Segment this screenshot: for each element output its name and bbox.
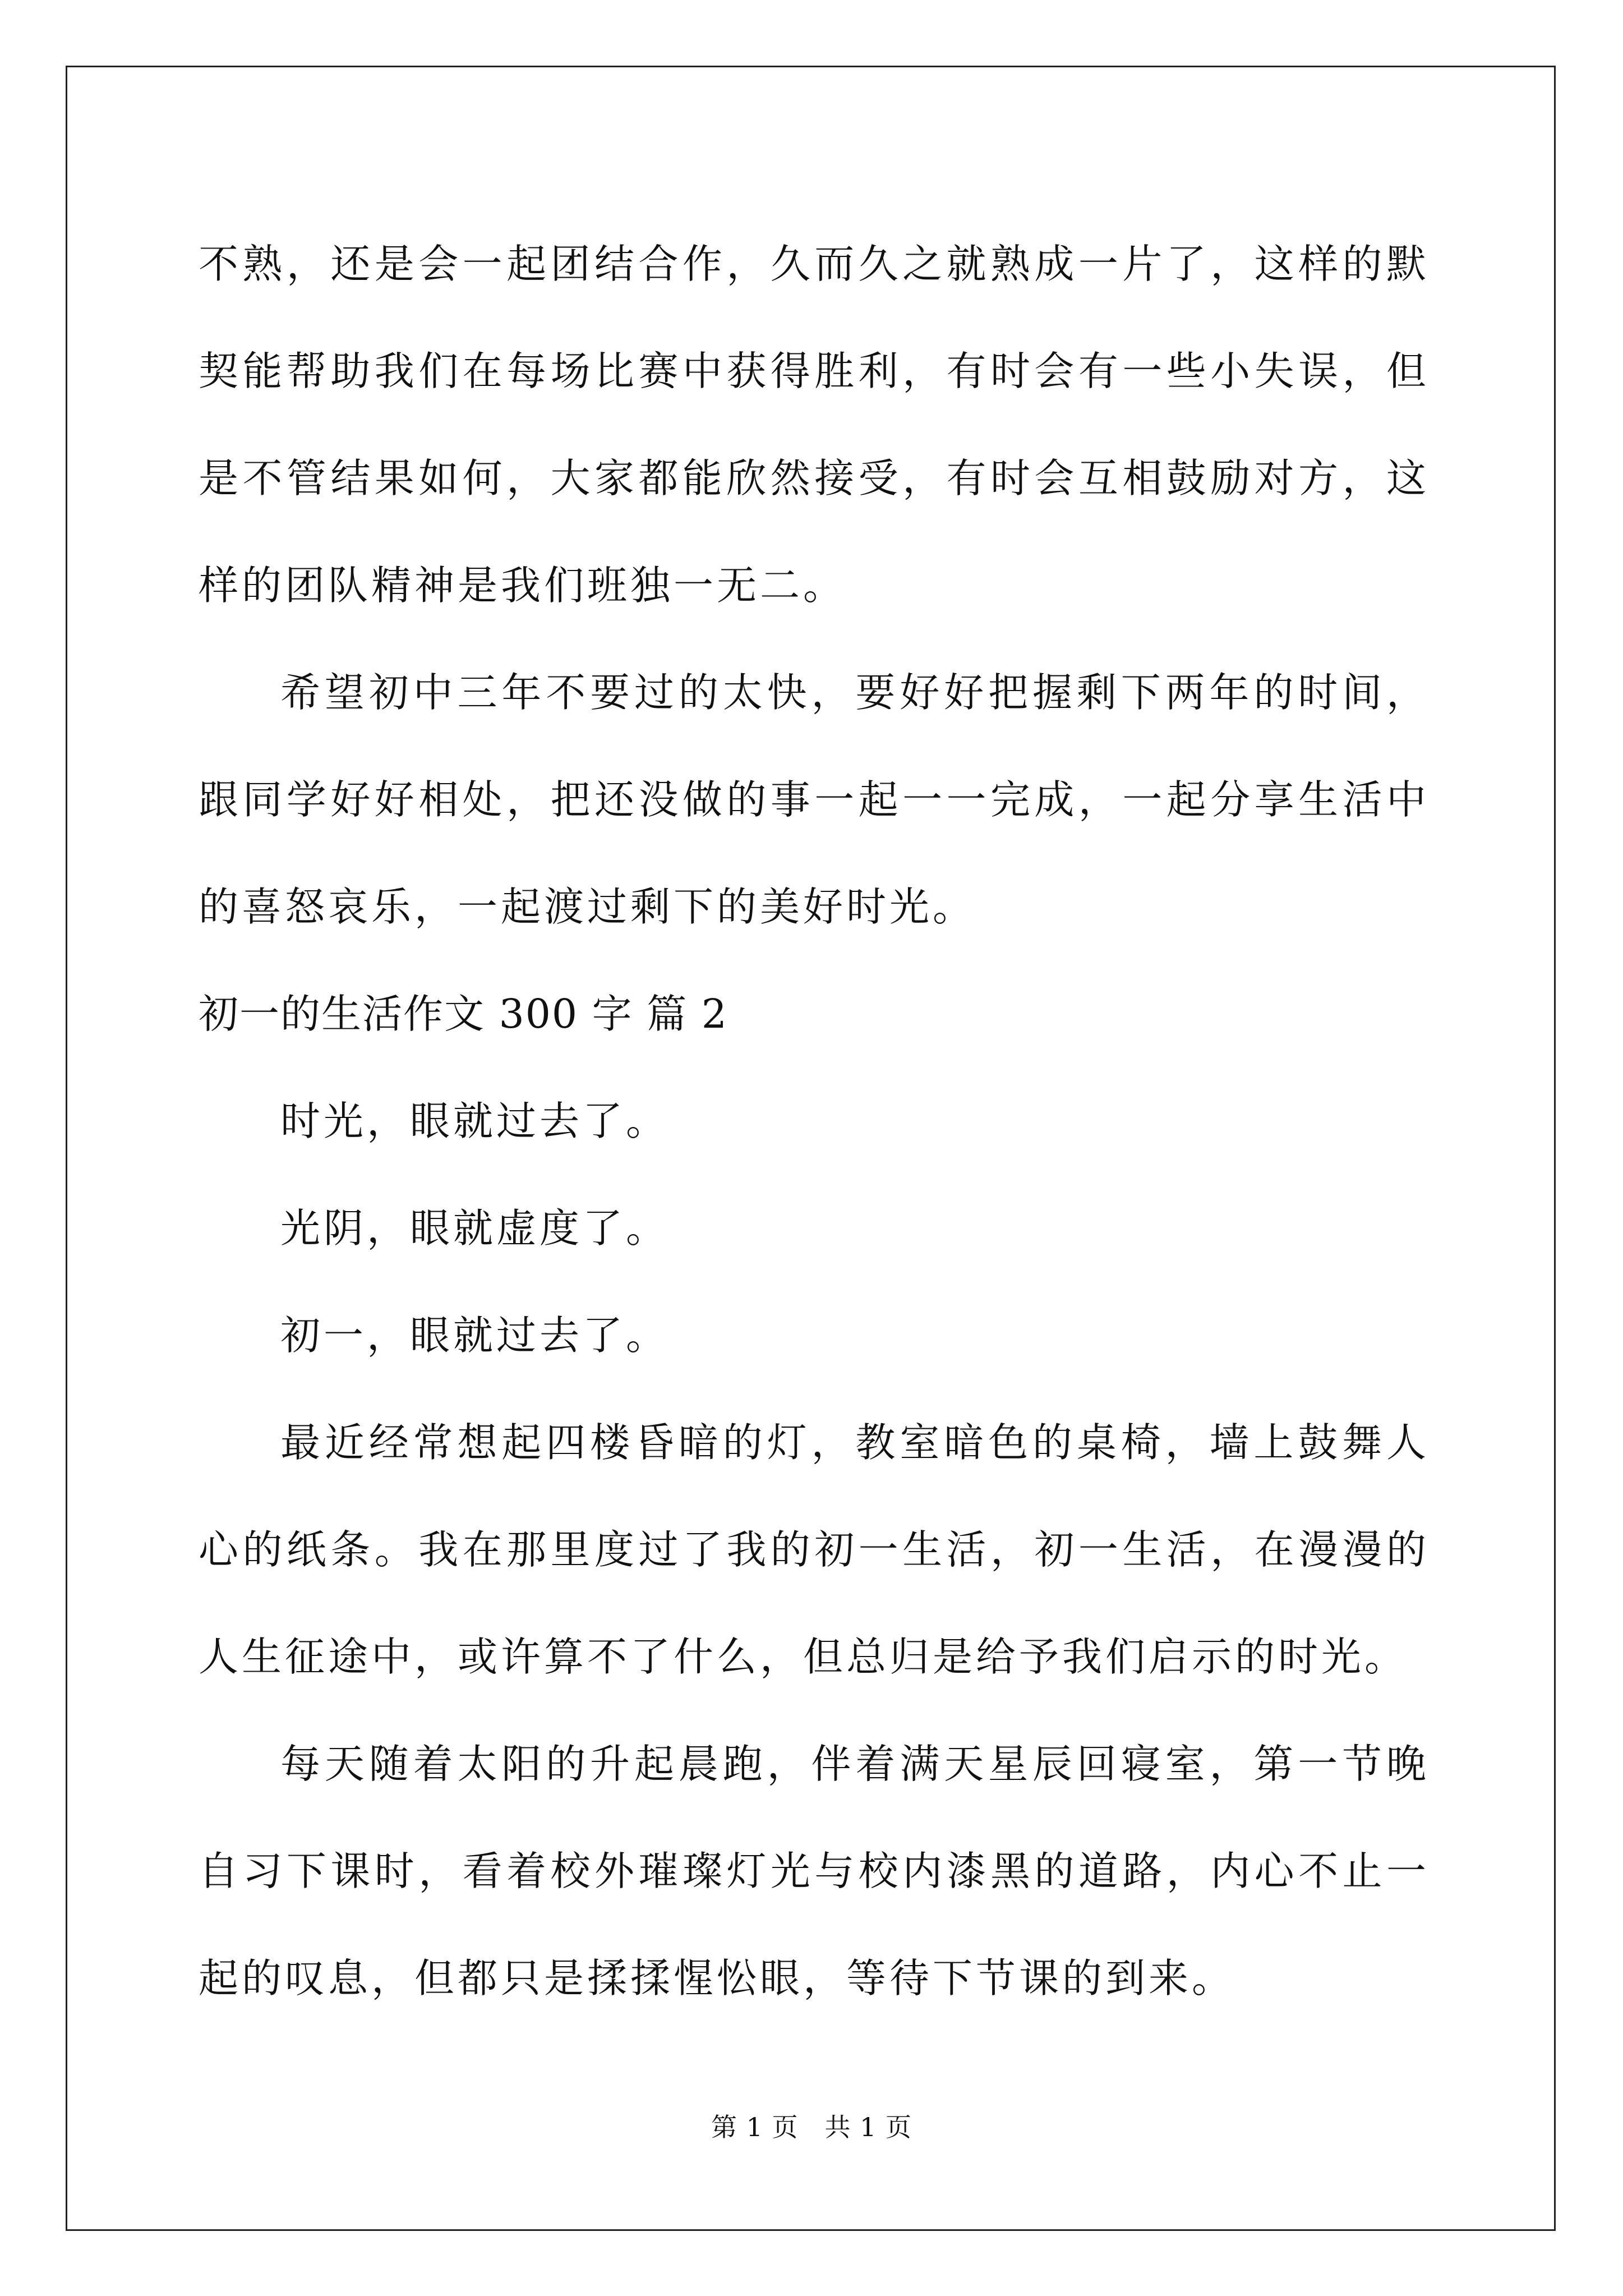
section-title: 初一的生活作文 300 字 篇 2 [199,991,728,1037]
paragraph: 光阴，眼就虚度了。 [280,1205,670,1251]
paragraph: 初一，眼就过去了。 [280,1312,670,1359]
page-number-footer: 第 1 页 共 1 页 [711,2112,912,2142]
paragraph: 希望初中三年不要过的太快，要好好把握剩下两年的时间，跟同学好好相处，把还没做的事一起一一完成，一起分享生活中的喜怒哀乐，一起渡过剩下的美好时光。 [199,669,1430,930]
paragraph: 不熟，还是会一起团结合作，久而久之就熟成一片了，这样的默契能帮助我们在每场比赛中获得胜利，有时会有一些小失误，但是不管结果如何，大家都能欣然接受，有时会互相鼓励对方，这样的团队精神是我们班独一无二。 [199,241,1430,609]
paragraph: 每天随着太阳的升起晨跑，伴着满天星辰回寝室，第一节晚自习下课时，看着校外璀璨灯光与校内漆黑的道路，内心不止一起的叹息，但都只是揉揉惺忪眼，等待下节课的到来。 [199,1741,1430,2001]
paragraph: 最近经常想起四楼昏暗的灯，教室暗色的桌椅，墙上鼓舞人心的纸条。我在那里度过了我的初一生活，初一生活，在漫漫的人生征途中，或许算不了什么，但总归是给予我们启示的时光。 [199,1419,1430,1680]
paragraph: 时光，眼就过去了。 [280,1098,670,1144]
document-body [199,210,1430,2032]
